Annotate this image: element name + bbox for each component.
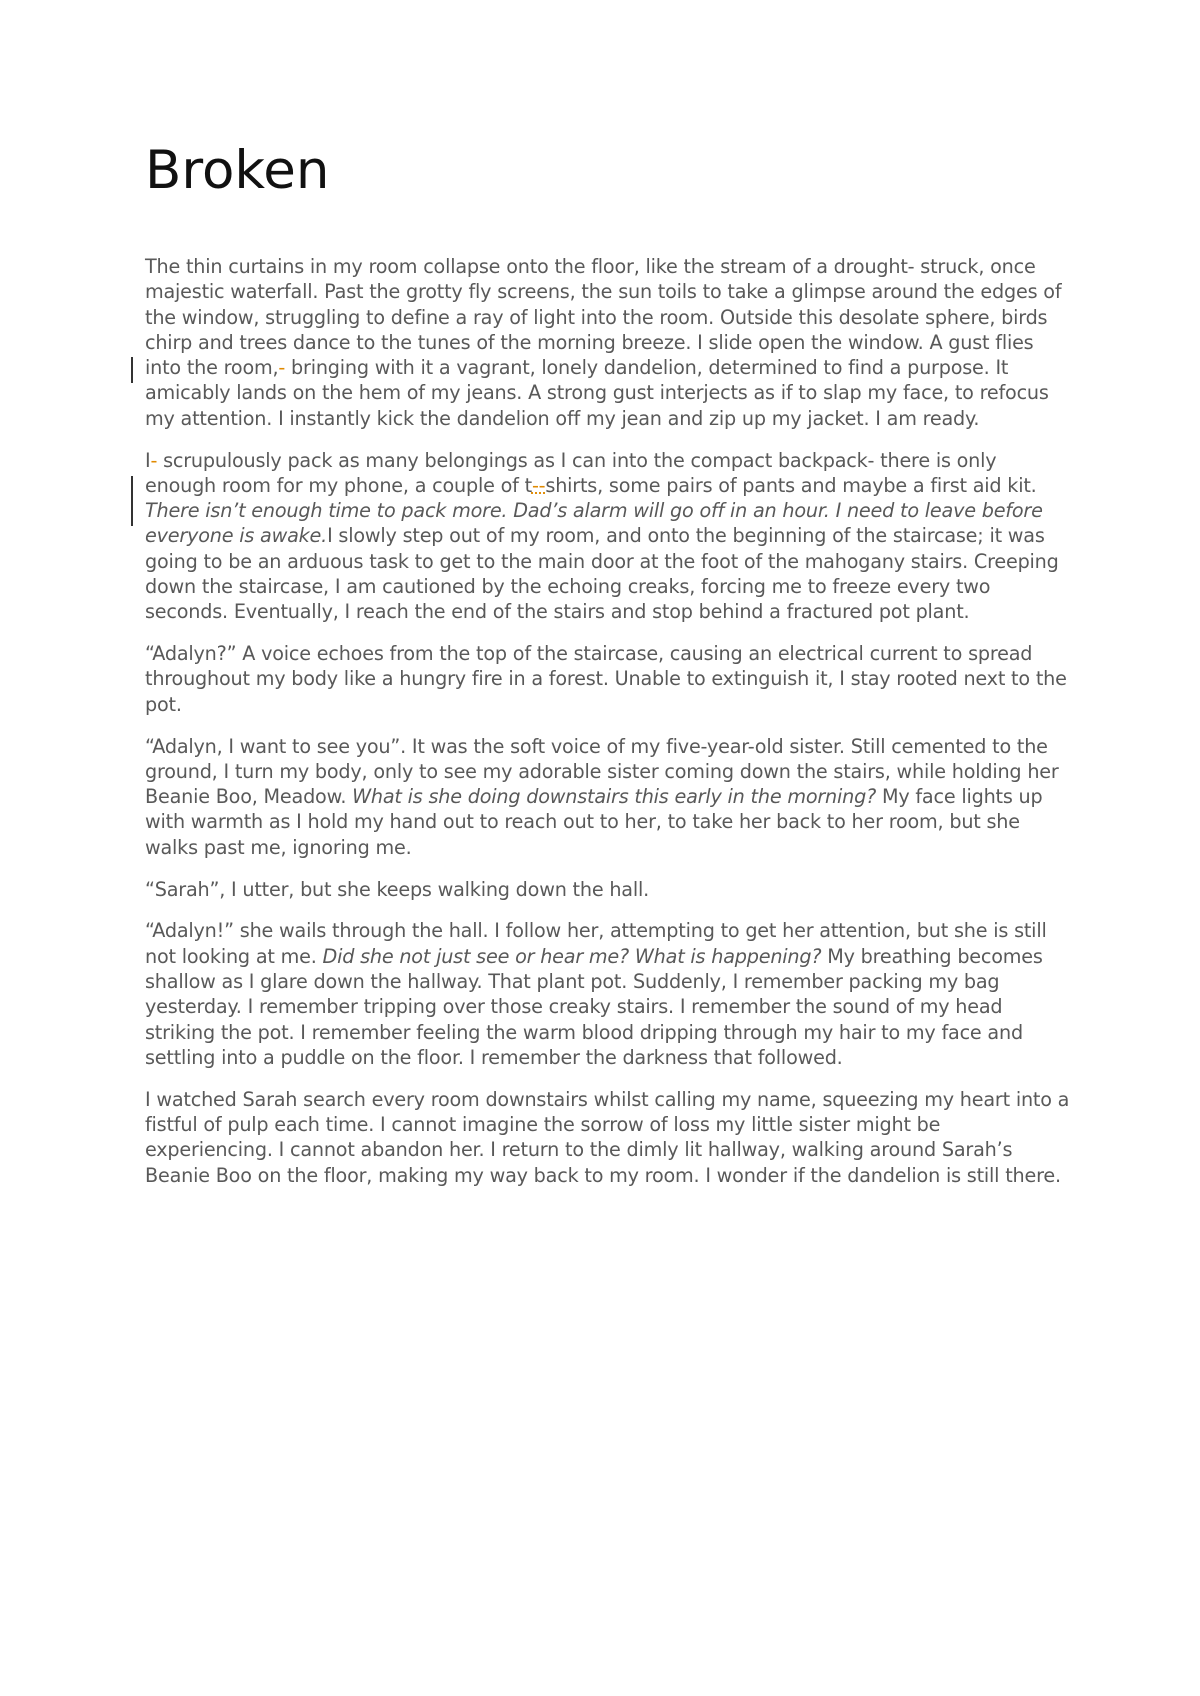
paragraph-text: My face lights up with warmth as I hold my hand out to reach out to her, to take her back to her room, but she walks past me, ignoring me. — [145, 785, 1043, 859]
italic-thought: What is she doing downstairs this early in the morning? — [352, 785, 877, 809]
paragraph-4 — [145, 734, 1070, 860]
tracked-change-mark: - — [150, 448, 158, 472]
paragraph-text: bringing with it a vagrant, lonely dandelion, determined to find a purpose. It amicably lands on the hem of my jeans. A strong gust interjects as if to slap my face, to refocus my attention. I instantly kick the dandelion off my jean and zip up my jacket. I am ready. — [145, 356, 1049, 430]
italic-thought: There isn’t enough time to pack more. Dad’s alarm will go off in an hour. I need to leave before everyone is awake. — [145, 499, 1043, 548]
paragraph-6 — [145, 918, 1070, 1070]
paragraph-5: “Sarah”, I utter, but she keeps walking down the hall. — [145, 877, 650, 901]
paragraph-text: scrupulously pack as many belongings as I can into the compact backpack- there is only enough room for my phone, a couple of t — [145, 448, 997, 497]
paragraph-text: “Adalyn, I want to see you”. It was the soft voice of my five-year-old sister. Still cemented to the ground, I turn my body, only to see my adorable sister coming down the stairs, while holding her Beanie Boo, Meadow. — [145, 734, 1059, 809]
paragraph-text: “Adalyn!” she wails through the hall. I follow her, attempting to get her attention, but she is still not looking at me. — [145, 919, 1047, 968]
paragraph-3: “Adalyn?” A voice echoes from the top of the staircase, causing an electrical current to spread throughout my body like a hungry fire in a forest. Unable to extinguish it, I stay rooted next to the pot. — [145, 642, 1067, 716]
paragraph-2 — [145, 448, 1070, 625]
paragraph-text: My breathing becomes shallow as I glare down the hallway. That plant pot. Suddenly, I remember packing my bag yesterday. I remember tripping over those creaky stairs. I remember the sound of my head striking the pot. I remember feeling the warm blood dripping through my hair to my face and settling into a puddle on the floor. I remember the darkness that followed. — [145, 944, 1043, 1069]
paragraph-text: I — [145, 448, 151, 472]
document-title: Broken — [145, 140, 330, 201]
change-bar-p1 — [131, 357, 133, 383]
paragraph-7: I watched Sarah search every room downstairs whilst calling my name, squeezing my heart into a fistful of pulp each time. I cannot imagine the sorrow of loss my little sister might be experiencing. I cannot abandon her. I return to the dimly lit hallway, walking around Sarah’s Beanie Boo on the floor, making my way back to my room. I wonder if the dandelion is still there. — [145, 1087, 1070, 1187]
paragraph-text: The thin curtains in my room collapse onto the floor, like the stream of a drought- struck, once majestic waterfall. Past the grotty fly screens, the sun toils to take a glimpse around the edges of the window, struggling to define a ray of light into the room. Outside this desolate sphere, birds chirp and trees dance to the tunes of the morning breeze. I slide open the window. A gust flies into the room, — [145, 255, 1062, 380]
change-bar-p2 — [131, 476, 133, 526]
paragraph-text: shirts, some pairs of pants and maybe a first aid kit. — [545, 473, 1037, 497]
paragraph-text: I slowly step out of my room, and onto the beginning of the staircase; it was going to be an arduous task to get to the main door at the foot of the mahogany stairs. Creeping down the staircase, I am cautioned by the echoing creaks, forcing me to freeze every two seconds. Eventually, I reach the end of the stairs and stop behind a fractured pot plant. — [145, 524, 1059, 624]
tracked-change-mark: - — [278, 356, 286, 380]
document-body — [145, 254, 1070, 1204]
paragraph-1 — [145, 254, 1070, 431]
italic-thought: Did she not just see or hear me? What is happening? — [322, 944, 822, 968]
tracked-change-mark: -- — [531, 473, 546, 497]
